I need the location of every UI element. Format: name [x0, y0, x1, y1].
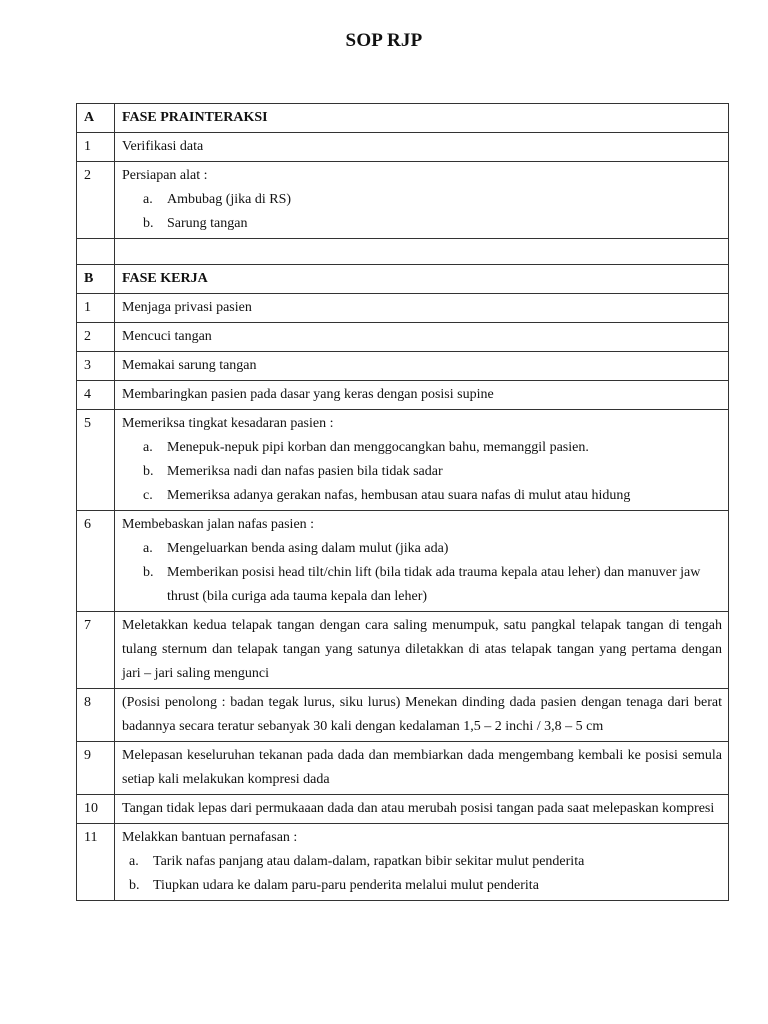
- step-number: 4: [77, 381, 115, 410]
- step-number: 1: [77, 294, 115, 323]
- table-row: [77, 294, 729, 323]
- item-text: Memeriksa adanya gerakan nafas, hembusan atau suara nafas di mulut atau hidung: [167, 488, 631, 503]
- section-code: B: [77, 265, 115, 294]
- list-item: [143, 561, 722, 609]
- list-item: [129, 874, 722, 898]
- step-text: Membebaskan jalan nafas pasien :: [122, 517, 315, 532]
- list-item: [143, 212, 722, 236]
- step-number: 6: [77, 511, 115, 612]
- sub-item-list: [122, 850, 722, 898]
- step-number: 10: [77, 795, 115, 824]
- list-item: [143, 436, 722, 460]
- item-letter: a.: [143, 440, 153, 455]
- step-text: Memeriksa tingkat kesadaran pasien :: [122, 416, 334, 431]
- item-letter: b.: [143, 565, 154, 580]
- step-cell: [115, 824, 729, 901]
- step-number: 5: [77, 410, 115, 511]
- section-header-row: [77, 265, 729, 294]
- table-row: [77, 511, 729, 612]
- table-row: [77, 162, 729, 239]
- table-row: [77, 352, 729, 381]
- table-row: [77, 689, 729, 742]
- step-text: (Posisi penolong : badan tegak lurus, siku lurus) Menekan dinding dada pasien dengan tenaga dari berat badannya secara teratur sebanyak 30 kali dengan kedalaman 1,5 – 2 inchi / 3,8 – 5 cm: [115, 689, 729, 742]
- item-text: Tarik nafas panjang atau dalam-dalam, rapatkan bibir sekitar mulut penderita: [153, 854, 585, 869]
- step-cell: [115, 410, 729, 511]
- item-text: Sarung tangan: [167, 216, 248, 231]
- item-letter: a.: [143, 192, 153, 207]
- table-row: [77, 742, 729, 795]
- list-item: [143, 484, 722, 508]
- table-row: [77, 133, 729, 162]
- item-letter: a.: [129, 854, 139, 869]
- sub-item-list: [122, 188, 722, 236]
- step-number: 1: [77, 133, 115, 162]
- step-text: Memakai sarung tangan: [115, 352, 729, 381]
- item-letter: b.: [143, 464, 154, 479]
- list-item: [129, 850, 722, 874]
- item-text: Menepuk-nepuk pipi korban dan menggocangkan bahu, memanggil pasien.: [167, 440, 589, 455]
- list-item: [143, 537, 722, 561]
- step-text: Persiapan alat :: [122, 168, 208, 183]
- step-number: 3: [77, 352, 115, 381]
- step-number: 7: [77, 612, 115, 689]
- step-text: Melakkan bantuan pernafasan :: [122, 830, 298, 845]
- list-item: [143, 460, 722, 484]
- step-cell: [115, 162, 729, 239]
- step-number: 9: [77, 742, 115, 795]
- table-row: [77, 795, 729, 824]
- item-letter: b.: [143, 216, 154, 231]
- list-item: [143, 188, 722, 212]
- step-text: Menjaga privasi pasien: [115, 294, 729, 323]
- item-letter: a.: [143, 541, 153, 556]
- sop-table: [76, 103, 729, 901]
- step-text: Membaringkan pasien pada dasar yang keras dengan posisi supine: [115, 381, 729, 410]
- step-text: Meletakkan kedua telapak tangan dengan cara saling menumpuk, satu pangkal telapak tangan di tengah tulang sternum dan telapak tangan yang satunya diletakkan di atas telapak tangan yang pertama dengan jari – jari saling mengunci: [115, 612, 729, 689]
- item-text: Ambubag (jika di RS): [167, 192, 292, 207]
- step-number: 2: [77, 323, 115, 352]
- step-number: 8: [77, 689, 115, 742]
- item-text: Memberikan posisi head tilt/chin lift (bila tidak ada trauma kepala atau leher) dan manuver jaw thrust (bila curiga ada tauma kepala dan leher): [167, 565, 701, 604]
- step-number: 2: [77, 162, 115, 239]
- step-text: Mencuci tangan: [115, 323, 729, 352]
- table-row: [77, 323, 729, 352]
- spacer-row: [77, 239, 729, 265]
- table-row: [77, 410, 729, 511]
- sub-item-list: [122, 436, 722, 508]
- section-header-row: [77, 104, 729, 133]
- section-heading: FASE PRAINTERAKSI: [115, 104, 729, 133]
- section-code: A: [77, 104, 115, 133]
- step-text: Verifikasi data: [115, 133, 729, 162]
- step-text: Melepasan keseluruhan tekanan pada dada dan membiarkan dada mengembang kembali ke posisi semula setiap kali melakukan kompresi dada: [115, 742, 729, 795]
- step-text: Tangan tidak lepas dari permukaaan dada dan atau merubah posisi tangan pada saat melepaskan kompresi: [115, 795, 729, 824]
- item-text: Memeriksa nadi dan nafas pasien bila tidak sadar: [167, 464, 443, 479]
- item-letter: b.: [129, 878, 140, 893]
- table-row: [77, 381, 729, 410]
- step-cell: [115, 511, 729, 612]
- document-title: SOP RJP: [345, 30, 423, 51]
- table-row: [77, 612, 729, 689]
- sub-item-list: [122, 537, 722, 609]
- item-letter: c.: [143, 488, 153, 503]
- table-row: [77, 824, 729, 901]
- item-text: Tiupkan udara ke dalam paru-paru penderita melalui mulut penderita: [153, 878, 539, 893]
- item-text: Mengeluarkan benda asing dalam mulut (jika ada): [167, 541, 449, 556]
- step-number: 11: [77, 824, 115, 901]
- section-heading: FASE KERJA: [115, 265, 729, 294]
